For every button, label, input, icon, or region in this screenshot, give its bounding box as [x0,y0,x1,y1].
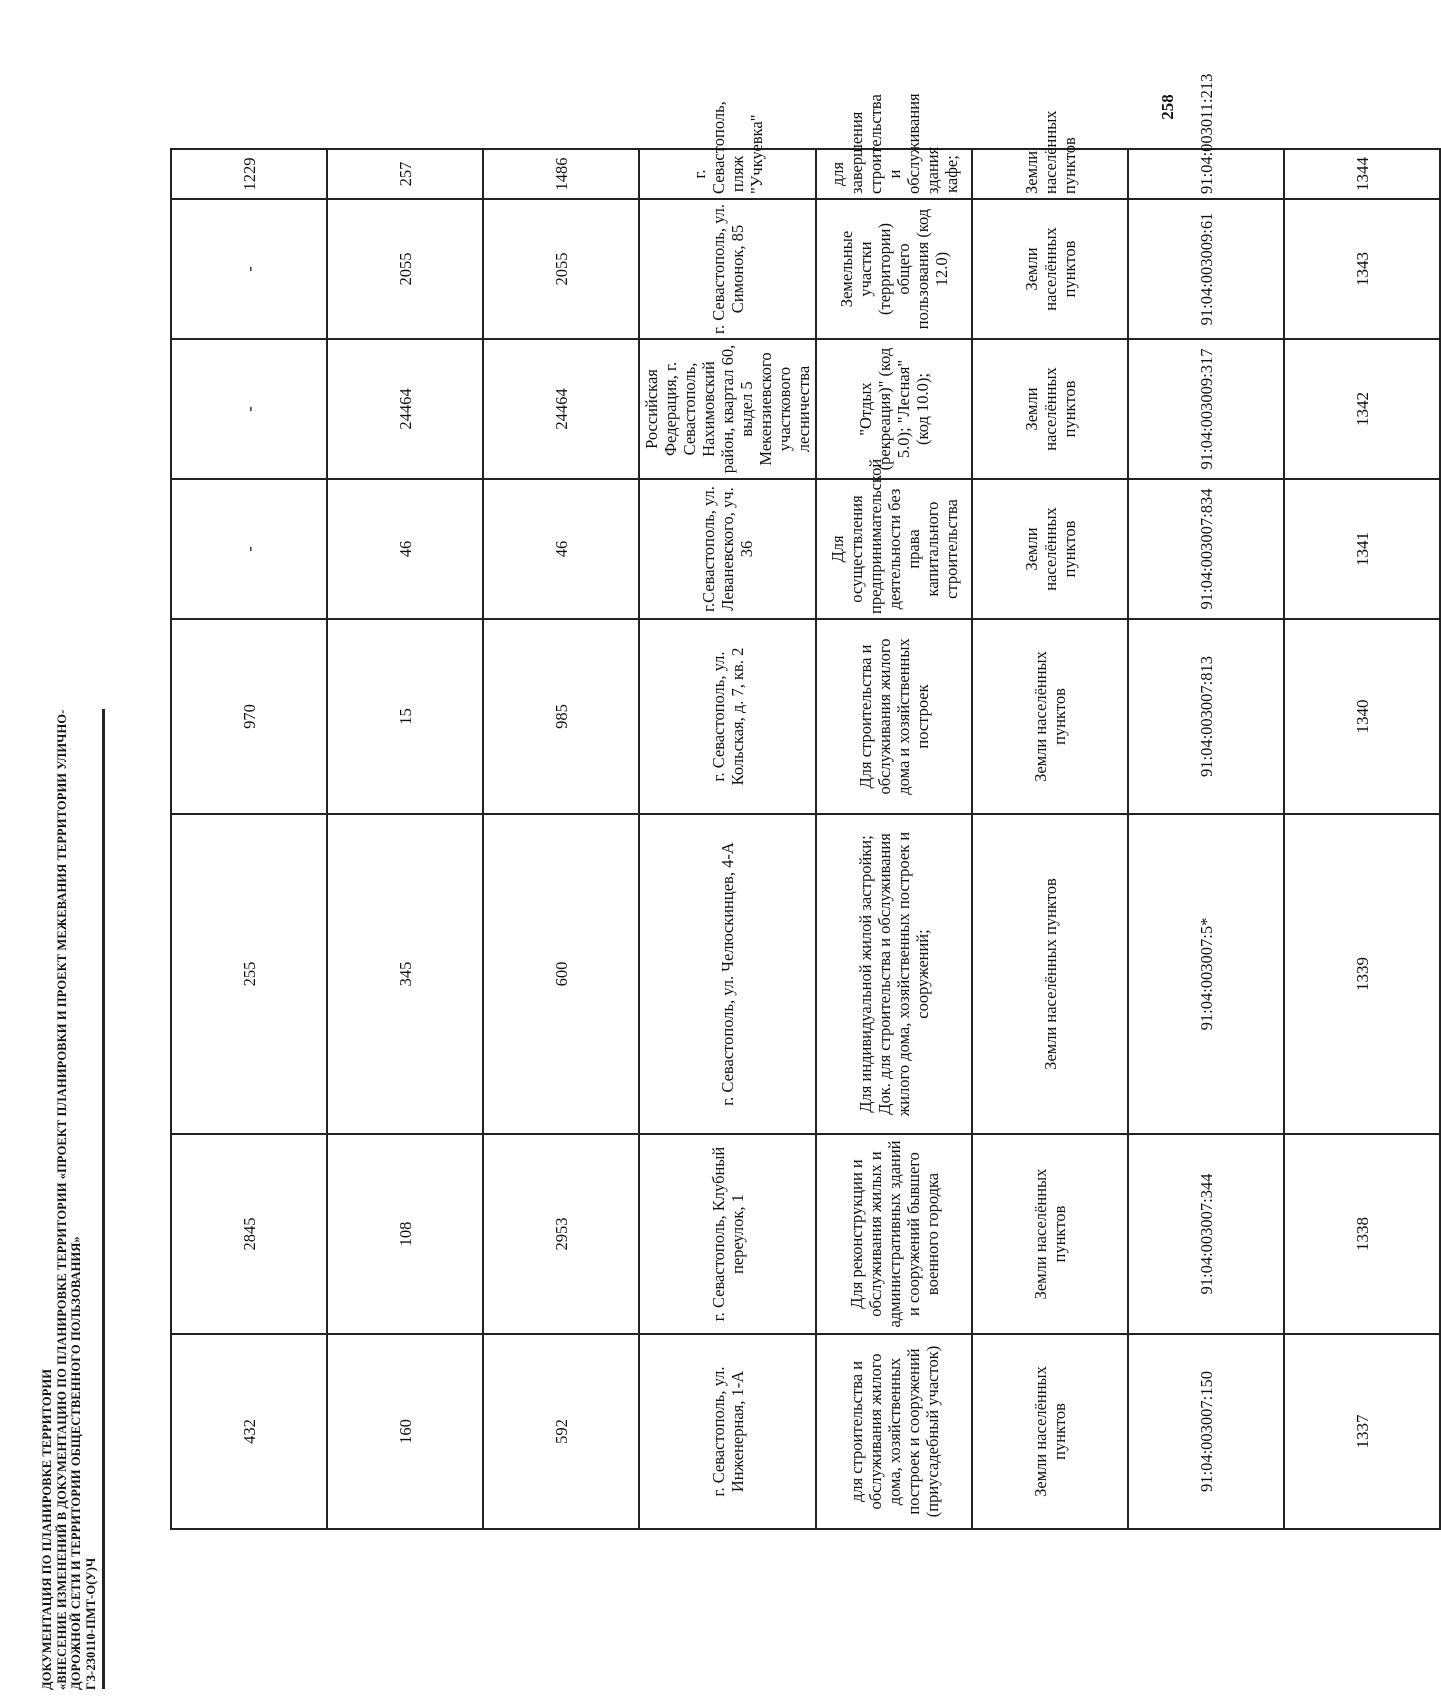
cell-category: Земли населённых пунктов [972,814,1128,1134]
cell-no: 1339 [1284,814,1440,1134]
cell-cadastral: 91:04:003007:5* [1128,814,1284,1134]
header-rule [102,709,105,1689]
cell-no: 1340 [1284,619,1440,814]
cell-no: 1343 [1284,199,1440,339]
document-title [40,110,98,1690]
cell-area1: 2055 [483,199,639,339]
cell-address: г.Севастополь, ул. Леваневского, уч. 36 [639,479,816,619]
cell-cadastral: 91:04:003009:61 [1128,199,1284,339]
cell-area2: 345 [327,814,483,1134]
cell-area3: 1229 [171,149,327,199]
header-line: «ВНЕСЕНИЕ ИЗМЕНЕНИЙ В ДОКУМЕНТАЦИЮ ПО ПЛАНИРОВКЕ ТЕРРИТОРИИ «ПРОЕКТ ПЛАНИРОВКИ И ПРОЕКТ МЕЖЕВАНИЯ ТЕРРИТОРИИ УЛИЧНО- [54,709,69,1690]
cell-area1: 592 [483,1334,639,1529]
cell-use: "Отдых (рекреация)" (код 5.0); "Лесная" (код 10.0); [816,339,972,479]
cell-category: Земли населённых пунктов [972,619,1128,814]
field-row-area3 [171,149,327,1529]
header-line: ДОКУМЕНТАЦИЯ ПО ПЛАНИРОВКЕ ТЕРРИТОРИИ [40,1368,54,1690]
cell-area2: 257 [327,149,483,199]
cell-area1: 2953 [483,1134,639,1334]
field-row-category [972,149,1128,1529]
cell-area1: 985 [483,619,639,814]
cell-cadastral: 91:04:003007:834 [1128,479,1284,619]
cell-address: г. Севастополь, ул. Симонок, 85 [639,199,816,339]
page-number: 258 [1158,94,1177,120]
cell-category: Земли населённых пунктов [972,479,1128,619]
cell-area2: 15 [327,619,483,814]
cell-cadastral: 91:04:003007:344 [1128,1134,1284,1334]
cell-area1: 600 [483,814,639,1134]
cell-use: Для осуществления предпринимательской деятельности без права капитального строительства [816,479,972,619]
cell-address: г. Севастополь, пляж "Учкуевка" [639,149,816,199]
cell-no: 1338 [1284,1134,1440,1334]
cell-category: Земли населённых пунктов [972,1134,1128,1334]
field-row-cadastral [1128,149,1284,1529]
cell-use: Для реконструкции и обслуживания жилых и административных зданий и сооружений бывшего военного городка [816,1134,972,1334]
header-line: ДОРОЖНОЙ СЕТИ И ТЕРРИТОРИИ ОБЩЕСТВЕННОГО ПОЛЬЗОВАНИЯ» [69,1236,83,1690]
cell-area3: - [171,339,327,479]
cell-area1: 1486 [483,149,639,199]
cell-area1: 46 [483,479,639,619]
cell-area3: - [171,479,327,619]
cell-address: г. Севастополь, ул. Инженерная, 1-А [639,1334,816,1529]
cell-area2: 108 [327,1134,483,1334]
cell-cadastral: 91:04:003007:150 [1128,1334,1284,1529]
field-row-area2 [327,149,483,1529]
cell-cadastral: 91:04:003007:813 [1128,619,1284,814]
field-row-use [816,149,972,1529]
cell-area1: 24464 [483,339,639,479]
cell-use: Для строительства и обслуживания жилого дома и хозяйственных построек [816,619,972,814]
cell-address: г. Севастополь, ул. Кольская, д. 7, кв. 2 [639,619,816,814]
cell-no: 1342 [1284,339,1440,479]
field-row-no [1284,149,1440,1529]
cell-use: Для индивидуальной жилой застройки; Док. для строительства и обслуживания жилого дома, хозяйственных построек и сооружений; [816,814,972,1134]
field-row-area1 [483,149,639,1529]
cell-category: Земли населённых пунктов [972,199,1128,339]
cell-category: Земли населённых пунктов [972,339,1128,479]
field-row-address [639,149,816,1529]
header-line: ГЗ-230110-ПМТ-О(У)Ч [83,1557,98,1690]
cell-address: г. Севастополь, Клубный переулок, 1 [639,1134,816,1334]
cell-area3: 2845 [171,1134,327,1334]
cell-area3: 432 [171,1334,327,1529]
cell-address: г. Севастополь, ул. Челюскинцев, 4-А [639,814,816,1134]
cell-address: Российская Федерация, г. Севастополь, Нахимовский район, квартал 60, выдел 5 Мекензиевского участкового лесничества [639,339,816,479]
cell-area2: 24464 [327,339,483,479]
document-header [40,110,98,1690]
cell-cadastral: 91:04:003009:317 [1128,339,1284,479]
cell-category: Земли населённых пунктов [972,1334,1128,1529]
cell-area2: 46 [327,479,483,619]
cell-area2: 160 [327,1334,483,1529]
cell-area3: - [171,199,327,339]
cell-use: Земельные участки (территории) общего пользования (код 12.0) [816,199,972,339]
cell-no: 1344 [1284,149,1440,199]
cell-use: для строительства и обслуживания жилого дома, хозяйственных построек и сооружений (приусадебный участок) [816,1334,972,1529]
cell-area3: 255 [171,814,327,1134]
cell-no: 1337 [1284,1334,1440,1529]
cell-area2: 2055 [327,199,483,339]
cell-cadastral: 91:04:003011:213 [1128,149,1284,199]
cell-area3: 970 [171,619,327,814]
cell-category: Земли населённых пунктов [972,149,1128,199]
cell-use: для завершения строительства и обслуживания здания кафе; [816,149,972,199]
cell-no: 1341 [1284,479,1440,619]
